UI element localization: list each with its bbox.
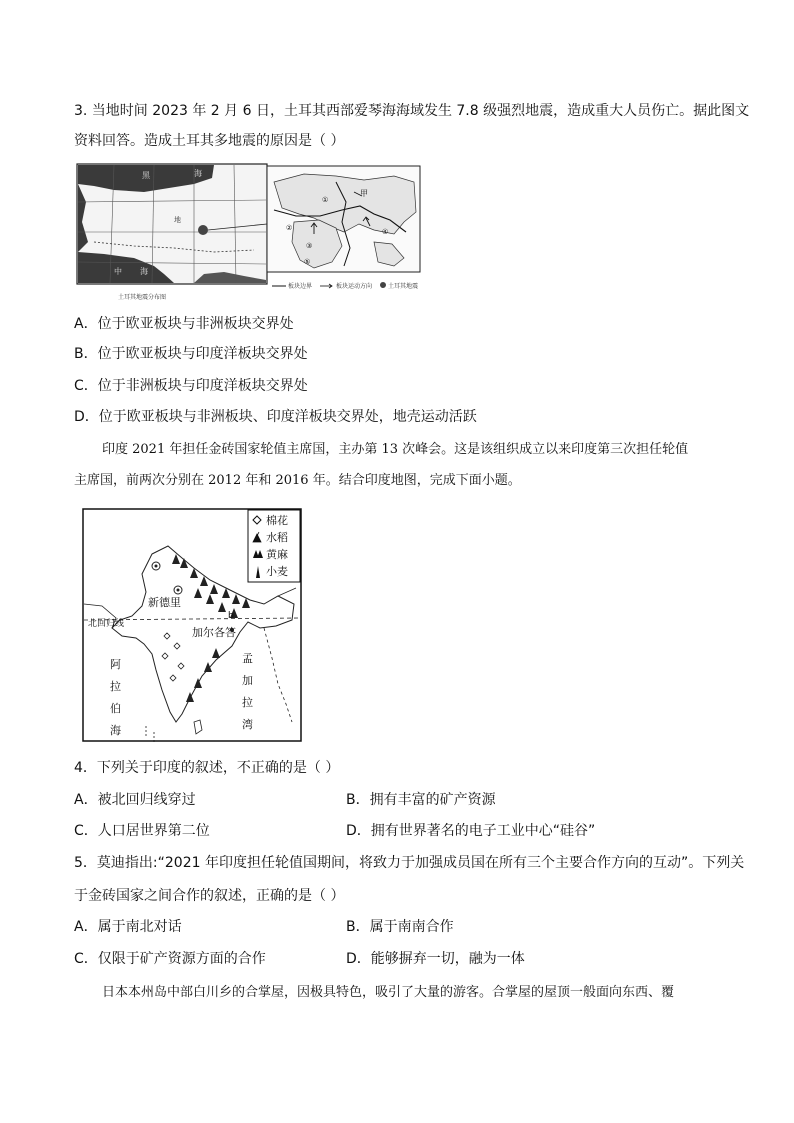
med-sea-label-1: 中 [114, 267, 122, 276]
inset-label-5: ⑤ [304, 258, 311, 266]
label-bengal-2: 加 [242, 674, 253, 687]
q4-option-a[interactable]: A．被北回归线穿过 [74, 792, 196, 808]
inset-label-2: ② [286, 224, 293, 232]
legend-plate-motion: 板块运动方向 [336, 283, 373, 290]
q3-stem-line2: 资料回答。造成土耳其多地震的原因是（ ） [74, 133, 345, 149]
q5-option-b[interactable]: B．属于南南合作 [346, 919, 454, 935]
inset-label-3: ③ [306, 242, 313, 250]
passage2-line1: 日本本州岛中部白川乡的合掌屋，因极具特色，吸引了大量的游客。合掌屋的屋顶一般面向东西、覆 [102, 985, 675, 1000]
turkey-map-caption: 土耳其地震分布图 [118, 294, 167, 301]
inset-label-jia: 甲 [360, 189, 368, 198]
label-bengal-1: 孟 [242, 652, 253, 665]
legend-cotton: 棉花 [266, 514, 288, 527]
q4-stem: 4．下列关于印度的叙述，不正确的是（ ） [74, 760, 340, 776]
q5-option-d[interactable]: D．能够摒弃一切，融为一体 [346, 951, 525, 967]
legend-plate-boundary: 板块边界 [288, 283, 313, 290]
label-arabian-1: 阿 [110, 658, 121, 671]
black-sea-label-1: 黑 [142, 171, 150, 180]
passage1-line1: 印度 2021 年担任金砖国家轮值主席国，主办第 13 次峰会。这是该组织成立以来印度第三次担任轮值 [102, 442, 689, 457]
legend-turkey-quake: 土耳其地震 [388, 283, 419, 290]
india-crop-map [82, 508, 304, 746]
q3-option-d[interactable]: D．位于欧亚板块与非洲板块、印度洋板块交界处，地壳运动活跃 [74, 409, 477, 425]
passage1-line2: 主席国，前两次分别在 2012 年和 2016 年。结合印度地图，完成下面小题。 [74, 473, 521, 488]
q3-option-a[interactable]: A．位于欧亚板块与非洲板块交界处 [74, 316, 294, 332]
q4-option-b[interactable]: B．拥有丰富的矿产资源 [346, 792, 496, 808]
inset-label-1: ① [322, 196, 329, 204]
label-arabian-3: 伯 [110, 702, 121, 715]
q4-option-d[interactable]: D．拥有世界著名的电子工业中心“硅谷” [346, 823, 596, 839]
q5-stem-line1: 5．莫迪指出:“2021 年印度担任轮值国期间，将致力于加强成员国在所有三个主要合作方向的互动”。下列关 [74, 855, 745, 871]
label-bengal-3: 拉 [242, 696, 253, 709]
inset-label-4: ④ [382, 228, 389, 236]
legend-rice: 水稻 [266, 531, 288, 544]
label-tropic-of-cancer: 北回归线 [88, 619, 125, 629]
q3-stem-line1: 3. 当地时间 2023 年 2 月 6 日，土耳其西部爱琴海海域发生 7.8 级强烈地震，造成重大人员伤亡。据此图文 [74, 103, 750, 119]
q3-option-c[interactable]: C．位于非洲板块与印度洋板块交界处 [74, 378, 308, 394]
q4-option-c[interactable]: C．人口居世界第二位 [74, 823, 210, 839]
label-arabian-2: 拉 [110, 680, 121, 693]
black-sea-label-2: 海 [194, 169, 202, 178]
label-b: b [228, 611, 234, 621]
med-sea-label-2: 海 [140, 267, 148, 276]
q3-option-b[interactable]: B．位于欧亚板块与印度洋板块交界处 [74, 346, 308, 362]
label-arabian-4: 海 [110, 724, 121, 737]
label-kolkata: 加尔各答 [192, 626, 236, 639]
legend-wheat: 小麦 [266, 565, 288, 578]
q5-stem-line2: 于金砖国家之间合作的叙述，正确的是（ ） [74, 888, 345, 904]
legend-jute: 黄麻 [266, 548, 288, 561]
label-new-delhi: 新德里 [148, 596, 181, 609]
label-bengal-4: 湾 [242, 718, 253, 731]
map-label-di: 地 [174, 216, 181, 224]
turkey-earthquake-map [74, 162, 432, 306]
q5-option-a[interactable]: A．属于南北对话 [74, 919, 182, 935]
q5-option-c[interactable]: C．仅限于矿产资源方面的合作 [74, 951, 266, 967]
